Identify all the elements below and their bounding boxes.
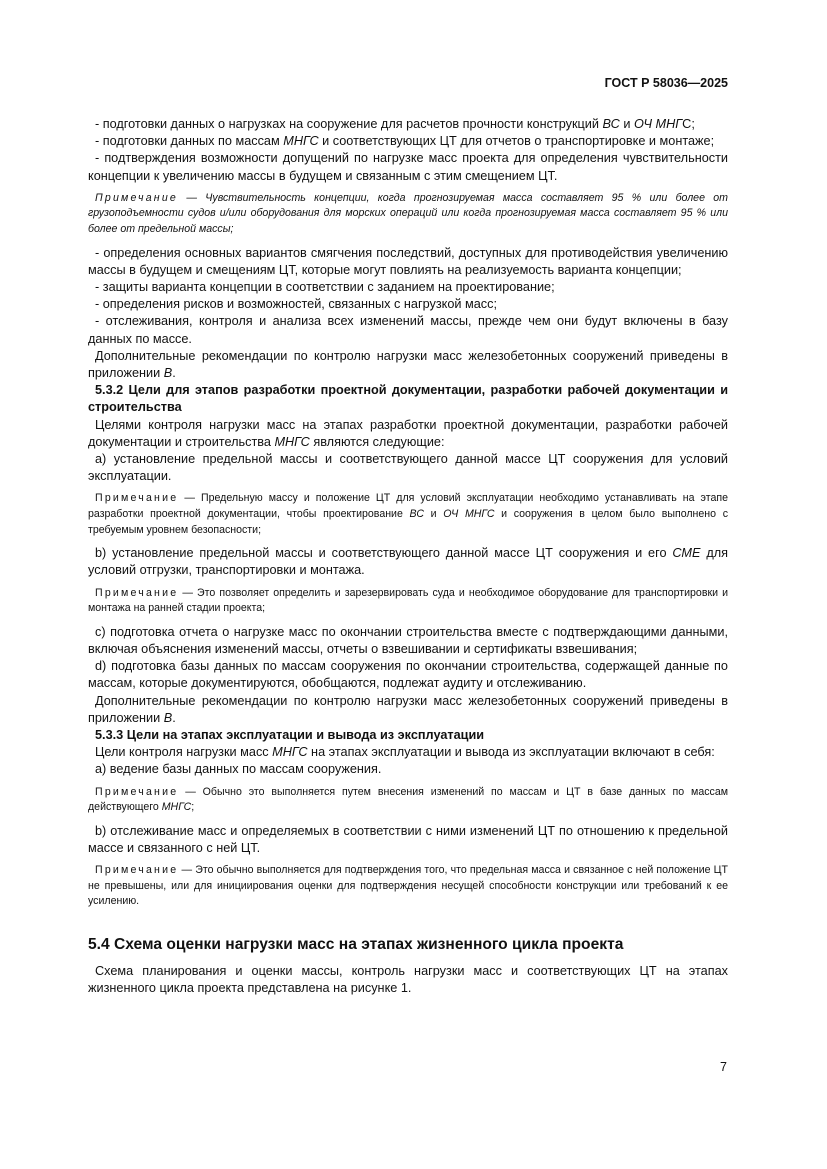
note: [88, 863, 728, 910]
note: [88, 785, 728, 816]
note-text: — Это позволяет определить и зарезервировать суда и необходимое оборудование для транспортировки и монтажа на ранней стадии проекта;: [88, 586, 728, 615]
list-item: - отслеживания, контроля и анализа всех изменений массы, прежде чем они будут включены в базу данных по массе.: [88, 314, 728, 346]
note-text: — Предельную массу и положение ЦТ для условий эксплуатации необходимо устанавливать на этапе разработки проектной документации, чтобы проектирование ВС и ОЧ МНГС и сооружения в целом было выполнено с требуемым уровнем безопасности;: [88, 492, 728, 536]
note-label: Примечание: [95, 785, 179, 798]
italic-term: В: [163, 710, 173, 725]
note-text: — Обычно это выполняется путем внесения изменений по массам и ЦТ в базе данных по массам действующего МНГС;: [88, 785, 728, 814]
list-item: b) отслеживание масс и определяемых в соответствии с ними изменений ЦТ по отношению к предельной массе и связанного с ней ЦТ.: [88, 823, 728, 856]
italic-term: МНГС: [283, 134, 319, 149]
document-standard-id: ГОСТ Р 58036—2025: [604, 76, 728, 90]
italic-term: МНГС: [161, 801, 192, 814]
note-label: Примечание: [95, 191, 179, 204]
section-heading-5-3-3: 5.3.3 Цели на этапах эксплуатации и вывода из эксплуатации: [95, 728, 485, 743]
list-item: - определения основных вариантов смягчения последствий, доступных для противодействия увеличению массы в будущем и смещениям ЦТ, которые могут повлиять на реализуемость варианта концепции;: [88, 245, 728, 277]
italic-term: МНГС: [272, 745, 308, 760]
section-heading-5-3-2: 5.3.2 Цели для этапов разработки проектной документации, разработки рабочей документации и строительства: [88, 383, 728, 415]
list-item: - подготовки данных по массам МНГС и соответствующих ЦТ для отчетов о транспортировке и монтаже;: [95, 134, 715, 149]
list-item: - защиты варианта концепции в соответствии с заданием на проектирование;: [95, 280, 555, 294]
italic-term: ОЧ МНГ: [634, 117, 683, 131]
italic-term: ВС: [602, 117, 620, 131]
note: [88, 191, 728, 238]
note-label: Примечание: [95, 586, 179, 599]
italic-term: В: [163, 366, 173, 381]
note-label: Примечание: [95, 864, 179, 877]
list-item: - подтверждения возможности допущений по нагрузке масс проекта для определения чувствительности концепции к увеличению массы в будущем и связанным с этим смещением ЦТ.: [88, 151, 728, 183]
note: [88, 491, 728, 538]
note-text: — Это обычно выполняется для подтверждения того, что предельная масса и связанное с ней положение ЦТ не превышены, или для инициирования оценки для подтверждения несущей способности конструкции или требований к ее усилению.: [88, 864, 728, 908]
list-item: - подготовки данных о нагрузках на сооружение для расчетов прочности конструкций ВС и ОЧ МНГС;: [95, 117, 695, 131]
paragraph: Дополнительные рекомендации по контролю нагрузки масс железобетонных сооружений приведены в приложении В.: [88, 693, 728, 725]
note: [88, 586, 728, 617]
paragraph: Схема планирования и оценки массы, контроль нагрузки масс и соответствующих ЦТ на этапах жизненного цикла проекта представлена на рисунке 1.: [88, 964, 728, 996]
italic-term: ВС: [409, 508, 425, 521]
paragraph: Цели контроля нагрузки масс МНГС на этапах эксплуатации и вывода из эксплуатации включают в себя:: [95, 745, 715, 760]
list-item: d) подготовка базы данных по массам сооружения по окончании строительства, содержащей данные по массам, которые документируются, обобщаются, подлежат аудиту и отслеживанию.: [88, 659, 728, 691]
paragraph: Дополнительные рекомендации по контролю нагрузки масс железобетонных сооружений приведены в приложении В.: [88, 348, 728, 381]
list-item: c) подготовка отчета о нагрузке масс по окончании строительства вместе с подтверждающими данными, включая объяснения изменений массы, отчеты о взвешивании и сертификаты взвешивания;: [88, 624, 728, 657]
italic-term: СМЕ: [672, 546, 701, 561]
note-text: — Чувствительность концепции, когда прогнозируемая масса составляет 95 % или более от грузоподъемности судов и/или оборудования для морских операций или когда прогнозируемая масса составляет 95 % или более от предельной массы;: [88, 191, 728, 235]
note-label: Примечание: [95, 492, 179, 505]
section-heading-5-4: 5.4 Схема оценки нагрузки масс на этапах жизненного цикла проекта: [88, 936, 624, 954]
list-item: b) установление предельной массы и соответствующего данной массе ЦТ сооружения и его СМЕ для условий отгрузки, транспортировки и монтажа.: [88, 546, 729, 578]
list-item: - определения рисков и возможностей, связанных с нагрузкой масс;: [95, 297, 498, 312]
italic-term: МНГС: [274, 434, 310, 449]
list-item: a) ведение базы данных по массам сооружения.: [95, 762, 382, 777]
page-content: [88, 116, 728, 998]
page-number: 7: [720, 1060, 727, 1074]
list-item: a) установление предельной массы и соответствующего данной массе ЦТ сооружения для условий эксплуатации.: [88, 452, 728, 484]
italic-term: ОЧ МНГС: [443, 508, 495, 521]
paragraph: Целями контроля нагрузки масс на этапах разработки проектной документации, разработки рабочей документации и строительства МНГС являются следующие:: [88, 417, 728, 449]
